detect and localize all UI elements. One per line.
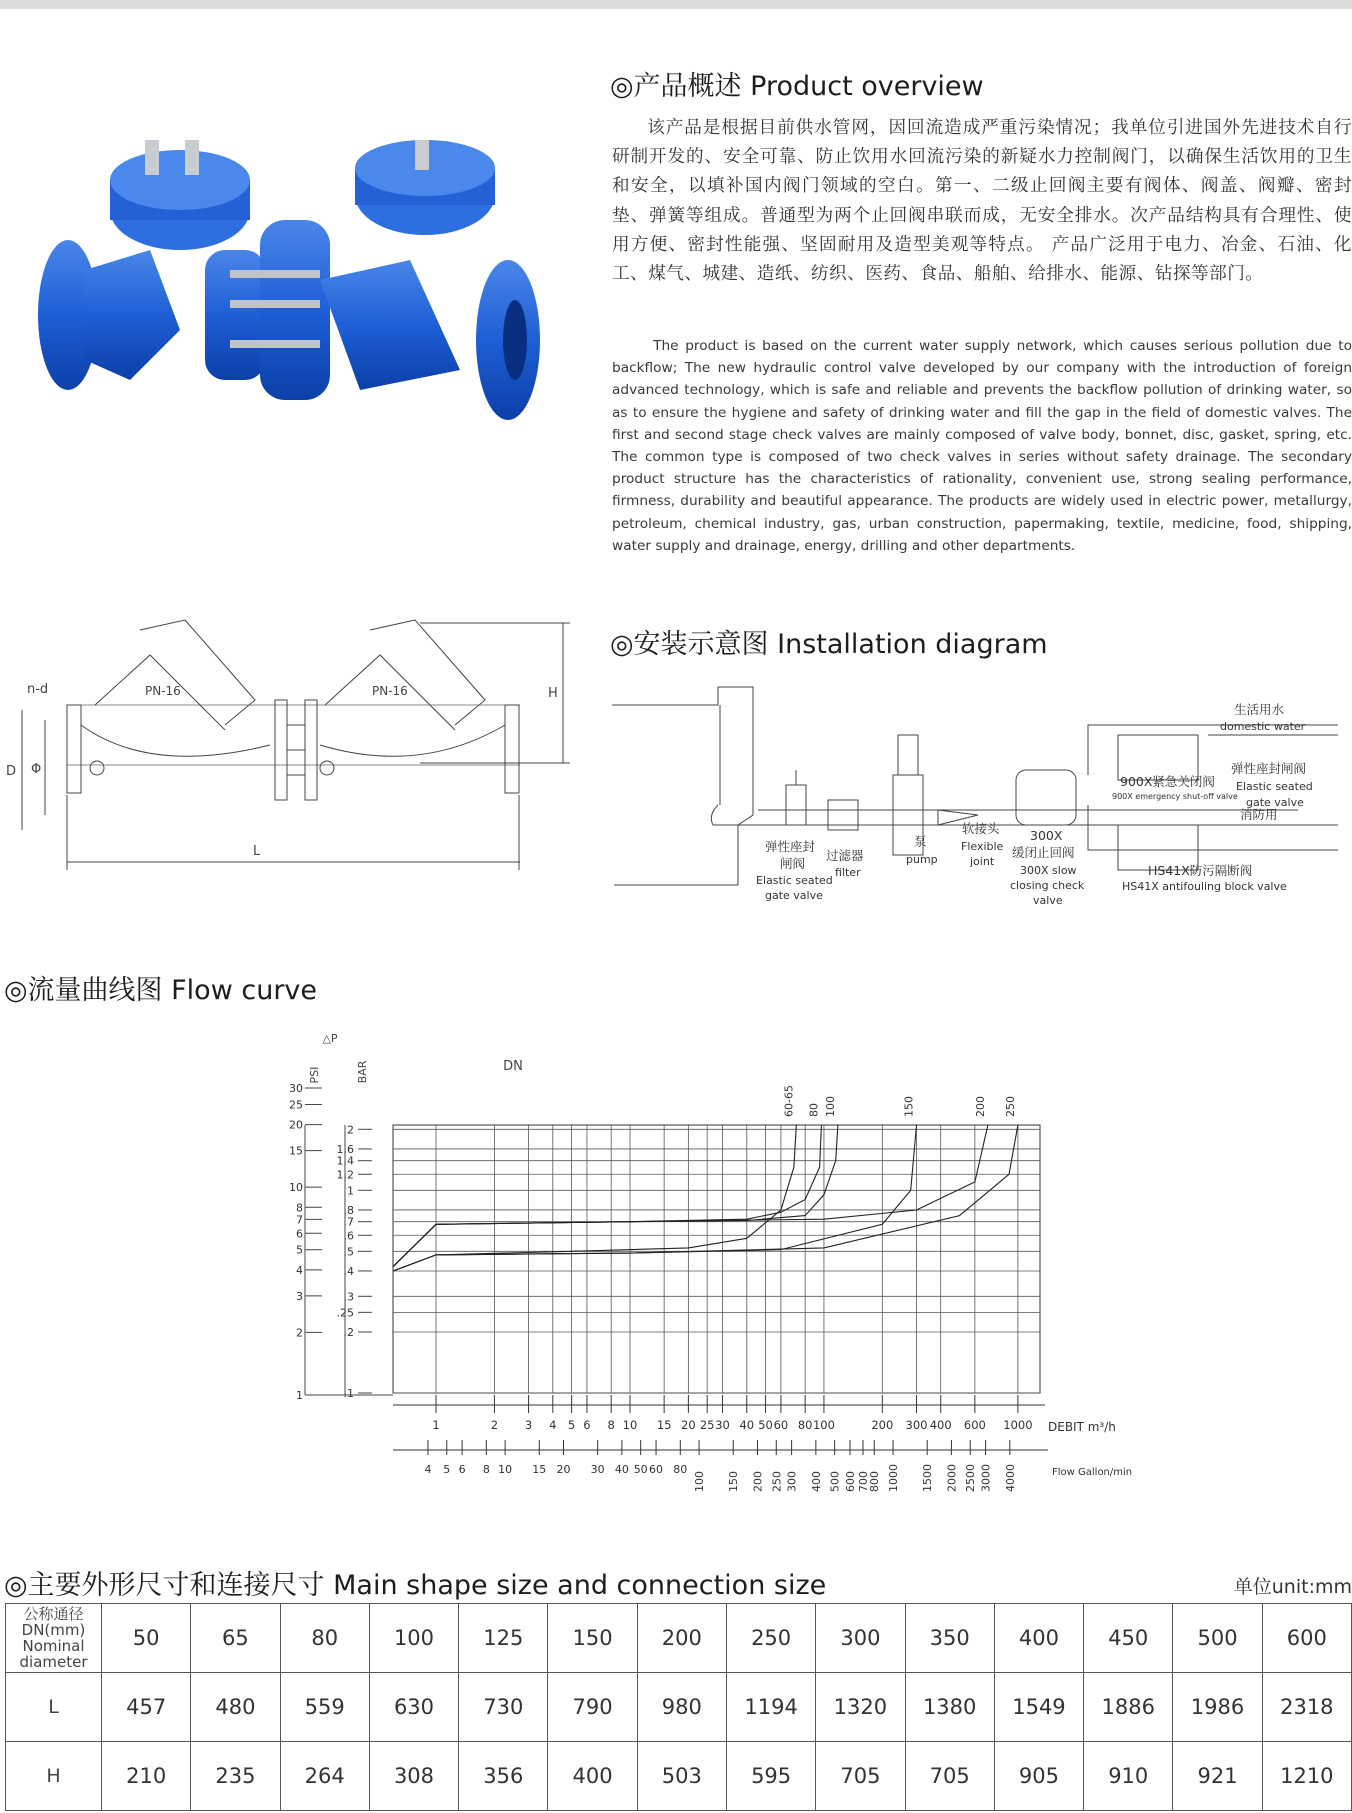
l-cell: 980 — [637, 1673, 726, 1742]
psi-tick-label: 20 — [289, 1118, 303, 1132]
psi-tick-label: 30 — [289, 1082, 303, 1095]
dim-label-l: L — [253, 844, 261, 859]
debit-tick-label: 600 — [963, 1418, 986, 1432]
dim-label-h: H — [548, 686, 558, 701]
l-cell: 1320 — [816, 1673, 905, 1742]
inst-label-esgv-left-cn2: 闸阀 — [780, 856, 806, 871]
inst-label-flex-en2: joint — [970, 855, 995, 868]
inst-label-flex-en1: Flexible — [961, 840, 1004, 853]
dim-label-nd: n-d — [27, 682, 49, 697]
inst-label-900x-cn: 900X紧急关闭阀 — [1120, 774, 1215, 789]
dn-cell: 350 — [905, 1604, 994, 1673]
flow-chart-grid — [393, 1125, 1040, 1393]
inst-label-domestic-cn: 生活用水 — [1234, 702, 1285, 717]
h-cell: 210 — [102, 1742, 191, 1811]
bar-tick-label: .7 — [343, 1215, 354, 1229]
installation-title: ◎安装示意图 Installation diagram — [610, 629, 1048, 660]
table-row-dn — [6, 1604, 1352, 1673]
l-cell: 2318 — [1262, 1673, 1351, 1742]
debit-tick-label: 5 — [567, 1418, 576, 1432]
dn-cell: 50 — [102, 1604, 191, 1673]
dn-cell: 80 — [280, 1604, 369, 1673]
gallon-tick-label: 3000 — [979, 1464, 993, 1492]
psi-tick-label: 2 — [296, 1326, 303, 1340]
product-photo — [30, 140, 560, 450]
psi-tick-label: 6 — [296, 1227, 303, 1241]
debit-tick-label: 25 — [699, 1418, 715, 1432]
inst-label-pump-cn: 泵 — [914, 834, 927, 849]
dn-cell: 500 — [1173, 1604, 1262, 1673]
h-cell: 235 — [191, 1742, 280, 1811]
dimension-drawing — [0, 615, 580, 875]
psi-tick-label: 1 — [296, 1389, 303, 1402]
gallon-tick-label: 20 — [556, 1463, 571, 1476]
dn-cell: 600 — [1262, 1604, 1351, 1673]
dn-cell: 300 — [816, 1604, 905, 1673]
psi-tick-label: 8 — [296, 1201, 303, 1215]
gallon-tick-label: 5 — [443, 1463, 451, 1476]
flow-dn-label: DN — [503, 1059, 523, 1074]
inst-label-300x: 300X — [1030, 828, 1063, 843]
flow-curve-100 — [393, 1125, 838, 1267]
h-cell: 1210 — [1262, 1742, 1351, 1811]
overview-title: ◎产品概述 Product overview — [610, 71, 984, 102]
gallon-tick-label: 100 — [693, 1471, 707, 1492]
debit-tick-label: 50 — [758, 1418, 773, 1432]
gallon-tick-label: 6 — [458, 1463, 466, 1476]
h-cell: 910 — [1084, 1742, 1173, 1811]
inst-label-esgv-right-cn: 弹性座封闸阀 — [1231, 761, 1307, 776]
gallon-tick-label: 60 — [649, 1463, 664, 1476]
unit-label: 单位unit:mm — [1233, 1576, 1352, 1598]
h-cell: 356 — [459, 1742, 548, 1811]
debit-tick-label: 40 — [739, 1418, 755, 1432]
dn-header-line: 公称通径 — [23, 1605, 84, 1623]
flow-chart-ticks — [289, 1082, 1048, 1492]
inst-label-300x-en1: 300X slow — [1020, 864, 1077, 877]
dimensions-table — [5, 1603, 1352, 1811]
l-cell: 730 — [459, 1673, 548, 1742]
bar-tick-label: 1.2 — [336, 1168, 354, 1182]
flow-curve-60-65 — [393, 1125, 796, 1271]
inst-label-esgv-left-cn1: 弹性座封 — [765, 839, 816, 854]
overview-text-en: The product is based on the current water supply network, which causes serious pollution due to backflow; The new hydraulic control valve developed by our company with the introduction of foreign advanced technology, which is safe and reliable and prevents the backflow pollution of drinking water, so as to ensure the hygiene and safety of drinking water and fill the gap in the field of domestic valves. The first and second stage check valves are mainly composed of valve body, bonnet, disc, gasket, spring, etc. The common type is composed of two check valves in series without safety drainage. The secondary product structure has the characteristics of rationality, convenient use, strong sealing performance, firmness, durability and beautiful appearance. The products are widely used in electric power, metallurgy, petroleum, chemical industry, gas, urban construction, papermaking, textile, medicine, food, shipping, water supply and drainage, energy, drilling and other departments. — [612, 338, 1352, 554]
dim-label-pn2: PN-16 — [372, 684, 408, 698]
bar-tick-label: .8 — [343, 1203, 354, 1217]
l-cell: 480 — [191, 1673, 280, 1742]
overview-text-cn: 该产品是根据目前供水管网，因回流造成严重污染情况；我单位引进国外先进技术自行研制开发的、安全可靠、防止饮用水回流污染的新疑水力控制阀门，以确保生活饮用的卫生和安全，以填补国内阀门领域的空白。第一、二级止回阀主要有阀体、阀盖、阀瓣、密封垫、弹簧等组成。普通型为两个止回阀串联而成，无安全排水。次产品结构具有合理性、使用方便、密封性能强、坚固耐用及造型美观等特点。 产品广泛用于电力、冶金、石油、化工、煤气、城建、造纸、纺织、医药、食品、船舶、给排水、能源、钻探等部门。 — [612, 118, 1352, 285]
bar-tick-label: .25 — [336, 1306, 354, 1320]
l-cell: 630 — [369, 1673, 458, 1742]
gallon-tick-label: 2500 — [964, 1464, 978, 1492]
psi-tick-label: 15 — [289, 1144, 303, 1158]
flow-curve-250 — [393, 1125, 1018, 1271]
debit-tick-label: 200 — [871, 1418, 894, 1432]
inst-label-esgv-left-en2: gate valve — [765, 889, 823, 902]
bar-tick-label: .6 — [343, 1229, 354, 1243]
debit-tick-label: 15 — [656, 1418, 672, 1432]
gallon-tick-label: 4 — [424, 1463, 432, 1476]
h-cell: 308 — [369, 1742, 458, 1811]
gallon-tick-label: 30 — [590, 1463, 605, 1476]
dn-header-line: DN(mm) — [21, 1621, 86, 1639]
debit-tick-label: 4 — [549, 1418, 557, 1432]
debit-tick-label: 1000 — [1003, 1418, 1033, 1432]
inst-label-esgv-left-en1: Elastic seated — [756, 874, 833, 887]
debit-tick-label: 60 — [773, 1418, 789, 1432]
inst-label-filter-en: filter — [835, 866, 861, 879]
debit-tick-label: 300 — [905, 1418, 928, 1432]
plot-frame — [393, 1125, 1040, 1393]
gallon-tick-label: 80 — [673, 1463, 688, 1476]
bar-tick-label: .1 — [343, 1387, 354, 1400]
flow-psi-label: PSI — [308, 1066, 321, 1084]
l-cell: 790 — [548, 1673, 637, 1742]
dn-cell: 200 — [637, 1604, 726, 1673]
table-row-h — [6, 1742, 1352, 1811]
l-cell: 1380 — [905, 1673, 994, 1742]
flow-curve-chart — [0, 1020, 1352, 1520]
dn-series-label: 80 — [807, 1103, 821, 1117]
gallon-tick-label: 400 — [809, 1471, 823, 1492]
row-label-l: L — [6, 1673, 102, 1742]
l-cell: 457 — [102, 1673, 191, 1742]
dn-cell: 65 — [191, 1604, 280, 1673]
gallon-tick-label: 150 — [727, 1471, 741, 1492]
l-cell: 1549 — [994, 1673, 1083, 1742]
psi-tick-label: 5 — [296, 1243, 303, 1257]
dn-cell: 250 — [726, 1604, 815, 1673]
debit-tick-label: 10 — [622, 1418, 638, 1432]
l-cell: 1194 — [726, 1673, 815, 1742]
gallon-tick-label: 200 — [751, 1471, 765, 1492]
inst-label-esgv-right-en2: gate valve — [1246, 796, 1304, 809]
flow-bar-label: BAR — [356, 1060, 369, 1084]
psi-tick-label: 4 — [296, 1263, 303, 1277]
dn-cell: 150 — [548, 1604, 637, 1673]
inst-label-300x-cn: 缓闭止回阀 — [1012, 845, 1075, 860]
gallon-tick-label: 1500 — [921, 1464, 935, 1492]
debit-tick-label: 30 — [715, 1418, 730, 1432]
inst-label-flex-cn: 软接头 — [962, 821, 1000, 836]
debit-tick-label: 80 — [797, 1418, 813, 1432]
dn-series-label: 150 — [902, 1096, 916, 1117]
debit-tick-label: 100 — [812, 1418, 835, 1432]
debit-tick-label: 6 — [583, 1418, 591, 1432]
gallon-tick-label: 600 — [844, 1471, 858, 1492]
bar-tick-label: 1.6 — [336, 1142, 354, 1156]
gallon-tick-label: 15 — [532, 1463, 547, 1476]
gallon-tick-label: 10 — [498, 1463, 513, 1476]
bar-tick-label: 1.4 — [336, 1154, 354, 1168]
gallon-tick-label: 250 — [770, 1471, 784, 1492]
inst-label-900x-en: 900X emergency shut-off valve — [1112, 792, 1238, 801]
h-cell: 595 — [726, 1742, 815, 1811]
debit-tick-label: 8 — [607, 1418, 615, 1432]
h-cell: 705 — [905, 1742, 994, 1811]
psi-tick-label: 7 — [296, 1213, 303, 1227]
psi-tick-label: 25 — [289, 1098, 303, 1112]
dim-label-d: D — [6, 764, 17, 779]
dn-cell: 400 — [994, 1604, 1083, 1673]
debit-tick-label: 3 — [524, 1418, 533, 1432]
flow-curve-title: ◎流量曲线图 Flow curve — [4, 975, 318, 1006]
h-cell: 400 — [548, 1742, 637, 1811]
table-row-l — [6, 1673, 1352, 1742]
inst-label-hs41-en: HS41X antifouling block valve — [1122, 880, 1287, 893]
inst-label-hs41-cn: HS41X防污隔断阀 — [1148, 863, 1253, 878]
debit-tick-label: 400 — [929, 1418, 952, 1432]
gallon-tick-label: 500 — [828, 1471, 842, 1492]
h-cell: 905 — [994, 1742, 1083, 1811]
bar-tick-label: 1 — [347, 1184, 354, 1198]
dim-label-phi: Φ — [31, 762, 42, 777]
inst-label-300x-en3: valve — [1033, 894, 1063, 907]
flow-debit-label: DEBIT m³/h — [1048, 1420, 1116, 1434]
gallon-tick-label: 50 — [633, 1463, 648, 1476]
gallon-tick-label: 300 — [785, 1471, 799, 1492]
gallon-tick-label: 1000 — [887, 1464, 901, 1492]
row-label-h: H — [6, 1742, 102, 1811]
dn-cell: 450 — [1084, 1604, 1173, 1673]
gallon-tick-label: 700 — [856, 1471, 870, 1492]
bar-tick-label: .4 — [343, 1264, 354, 1278]
psi-tick-label: 10 — [289, 1181, 303, 1195]
gallon-tick-label: 800 — [868, 1471, 882, 1492]
dn-cell: 125 — [459, 1604, 548, 1673]
flow-curve-200 — [393, 1125, 988, 1267]
h-cell: 503 — [637, 1742, 726, 1811]
dn-series-label: 200 — [973, 1096, 987, 1117]
inst-label-domestic-en: domestic water — [1220, 720, 1306, 733]
h-cell: 921 — [1173, 1742, 1262, 1811]
top-border — [0, 0, 1352, 9]
debit-tick-label: 1 — [432, 1418, 440, 1432]
installation-diagram — [608, 675, 1352, 915]
dn-cell: 100 — [369, 1604, 458, 1673]
debit-tick-label: 2 — [490, 1418, 499, 1432]
psi-tick-label: 3 — [296, 1289, 303, 1303]
h-cell: 264 — [280, 1742, 369, 1811]
dn-series-label: 100 — [823, 1096, 837, 1117]
flow-curve-80 — [393, 1125, 821, 1267]
gallon-tick-label: 2000 — [945, 1464, 959, 1492]
flow-gallon-label: Flow Gallon/min — [1052, 1467, 1133, 1478]
flow-dp-label: △P — [322, 1032, 338, 1045]
inst-label-300x-en2: closing check — [1010, 879, 1085, 892]
inst-label-fire: 消防用 — [1240, 807, 1278, 822]
inst-label-filter-cn: 过滤器 — [826, 848, 864, 863]
debit-tick-label: 20 — [681, 1418, 696, 1432]
l-cell: 1986 — [1173, 1673, 1262, 1742]
bar-tick-label: .5 — [343, 1245, 354, 1259]
l-cell: 559 — [280, 1673, 369, 1742]
gallon-tick-label: 8 — [482, 1463, 490, 1476]
l-cell: 1886 — [1084, 1673, 1173, 1742]
gallon-tick-label: 40 — [614, 1463, 629, 1476]
h-cell: 705 — [816, 1742, 905, 1811]
dn-header-line: diameter — [19, 1653, 88, 1671]
flow-chart-curves — [393, 1125, 1018, 1271]
inst-label-pump-en: pump — [906, 853, 938, 866]
bar-tick-label: .2 — [343, 1325, 354, 1339]
dn-header-cell — [6, 1604, 102, 1673]
inst-label-esgv-right-en1: Elastic seated — [1236, 780, 1313, 793]
bar-tick-label: 2 — [347, 1123, 354, 1137]
dimensions-title: ◎主要外形尺寸和连接尺寸 Main shape size and connection size — [4, 1570, 827, 1601]
dn-series-label: 60-65 — [782, 1085, 796, 1117]
gallon-tick-label: 4000 — [1003, 1464, 1017, 1492]
dim-label-pn1: PN-16 — [145, 684, 181, 698]
bar-tick-label: .3 — [343, 1290, 354, 1304]
dn-header-line: Nominal — [22, 1637, 85, 1655]
dn-series-label: 250 — [1003, 1096, 1017, 1117]
